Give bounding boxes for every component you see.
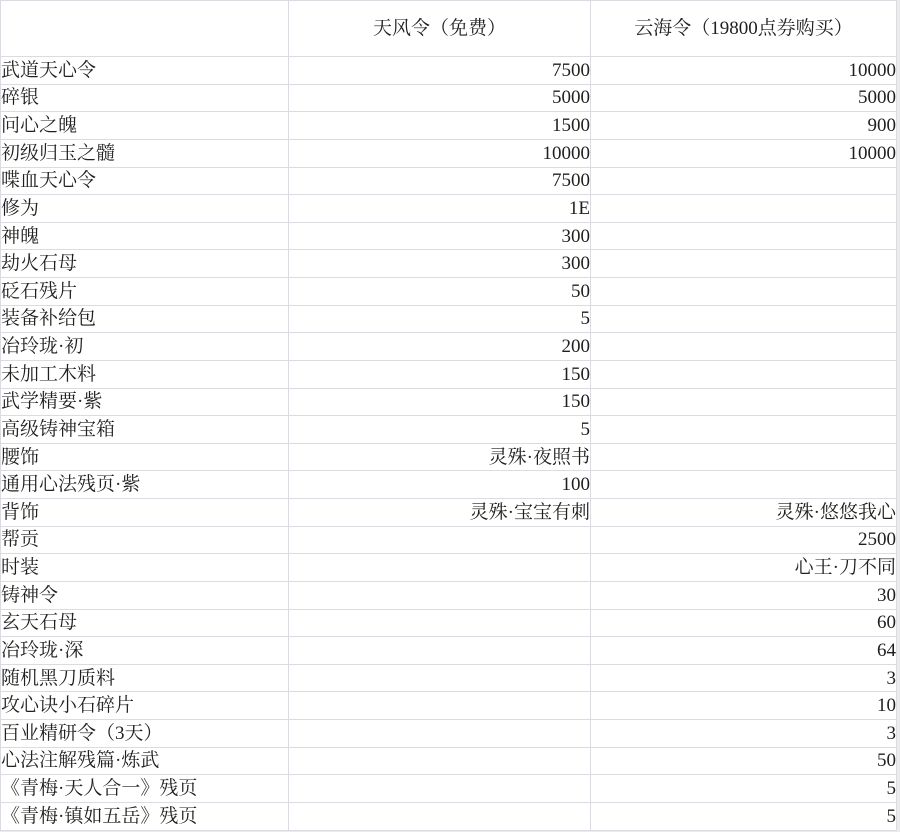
cell-item[interactable]: 百业精研令（3天）: [1, 720, 289, 748]
table-row: [1, 443, 897, 471]
cell-tianfeng[interactable]: 150: [289, 360, 591, 388]
table-row: [1, 609, 897, 637]
table-row: [1, 554, 897, 582]
cell-tianfeng[interactable]: 7500: [289, 57, 591, 85]
cell-item[interactable]: 未加工木料: [1, 360, 289, 388]
cell-item[interactable]: 劫火石母: [1, 250, 289, 278]
table-row: [1, 84, 897, 112]
table-row: [1, 775, 897, 803]
cell-item[interactable]: 初级归玉之髓: [1, 139, 289, 167]
cell-yunhai[interactable]: 灵殊·悠悠我心: [591, 499, 897, 527]
cell-yunhai[interactable]: [591, 222, 897, 250]
table-row: [1, 581, 897, 609]
table-row: [1, 250, 897, 278]
table-row: [1, 664, 897, 692]
cell-tianfeng[interactable]: 1500: [289, 112, 591, 140]
cell-yunhai[interactable]: 5000: [591, 84, 897, 112]
cell-item[interactable]: 装备补给包: [1, 305, 289, 333]
header-cell-item[interactable]: [1, 1, 289, 57]
cell-tianfeng[interactable]: [289, 720, 591, 748]
cell-tianfeng[interactable]: [289, 581, 591, 609]
cell-item[interactable]: 问心之魄: [1, 112, 289, 140]
cell-yunhai[interactable]: 10000: [591, 57, 897, 85]
table-body: [1, 57, 897, 831]
cell-yunhai[interactable]: [591, 167, 897, 195]
cell-item[interactable]: 砭石残片: [1, 278, 289, 306]
cell-tianfeng[interactable]: [289, 664, 591, 692]
cell-yunhai[interactable]: [591, 416, 897, 444]
cell-yunhai[interactable]: [591, 195, 897, 223]
cell-item[interactable]: 铸神令: [1, 581, 289, 609]
cell-tianfeng[interactable]: 1E: [289, 195, 591, 223]
table-row: [1, 692, 897, 720]
cell-yunhai[interactable]: 3: [591, 664, 897, 692]
table-row: [1, 720, 897, 748]
cell-tianfeng[interactable]: [289, 637, 591, 665]
cell-yunhai[interactable]: 10000: [591, 139, 897, 167]
header-cell-tianfeng[interactable]: 天风令（免费）: [289, 1, 591, 57]
cell-item[interactable]: 腰饰: [1, 443, 289, 471]
table-row: [1, 471, 897, 499]
table-row: [1, 747, 897, 775]
cell-yunhai[interactable]: [591, 305, 897, 333]
cell-yunhai[interactable]: 50: [591, 747, 897, 775]
table-row: [1, 526, 897, 554]
cell-yunhai[interactable]: [591, 278, 897, 306]
header-row: [1, 1, 897, 57]
cell-item[interactable]: 随机黑刀质料: [1, 664, 289, 692]
cell-tianfeng[interactable]: 灵殊·宝宝有刺: [289, 499, 591, 527]
table-row: [1, 195, 897, 223]
cell-yunhai[interactable]: [591, 333, 897, 361]
table-row: [1, 802, 897, 830]
cell-tianfeng[interactable]: [289, 526, 591, 554]
header-cell-yunhai[interactable]: 云海令（19800点券购买）: [591, 1, 897, 57]
cell-tianfeng[interactable]: [289, 747, 591, 775]
table-row: [1, 278, 897, 306]
table-row: [1, 416, 897, 444]
cell-yunhai[interactable]: [591, 388, 897, 416]
cell-tianfeng[interactable]: 10000: [289, 139, 591, 167]
cell-yunhai[interactable]: [591, 471, 897, 499]
cell-tianfeng[interactable]: 100: [289, 471, 591, 499]
table-row: [1, 333, 897, 361]
cell-item[interactable]: 修为: [1, 195, 289, 223]
cell-yunhai[interactable]: 10: [591, 692, 897, 720]
cell-item[interactable]: 神魄: [1, 222, 289, 250]
table-row: [1, 637, 897, 665]
cell-yunhai[interactable]: 5: [591, 802, 897, 830]
cell-tianfeng[interactable]: 50: [289, 278, 591, 306]
cell-tianfeng[interactable]: [289, 802, 591, 830]
cell-tianfeng[interactable]: 300: [289, 222, 591, 250]
table-row: [1, 167, 897, 195]
table-row: [1, 57, 897, 85]
cell-item[interactable]: 《青梅·天人合一》残页: [1, 775, 289, 803]
cell-tianfeng[interactable]: 200: [289, 333, 591, 361]
cell-yunhai[interactable]: [591, 360, 897, 388]
cell-item[interactable]: 帮贡: [1, 526, 289, 554]
cell-item[interactable]: 心法注解残篇·炼武: [1, 747, 289, 775]
cell-item[interactable]: 背饰: [1, 499, 289, 527]
cell-tianfeng[interactable]: 5000: [289, 84, 591, 112]
cell-item[interactable]: 高级铸神宝箱: [1, 416, 289, 444]
table-row: [1, 222, 897, 250]
table-row: [1, 139, 897, 167]
cell-tianfeng[interactable]: 5: [289, 305, 591, 333]
cell-item[interactable]: 碎银: [1, 84, 289, 112]
table-row: [1, 388, 897, 416]
cell-tianfeng[interactable]: [289, 775, 591, 803]
cell-tianfeng[interactable]: [289, 609, 591, 637]
cell-yunhai[interactable]: 2500: [591, 526, 897, 554]
cell-tianfeng[interactable]: [289, 554, 591, 582]
cell-tianfeng[interactable]: 灵殊·夜照书: [289, 443, 591, 471]
cell-tianfeng[interactable]: 7500: [289, 167, 591, 195]
cell-yunhai[interactable]: [591, 250, 897, 278]
cell-item[interactable]: 武道天心令: [1, 57, 289, 85]
table-row: [1, 499, 897, 527]
cell-yunhai[interactable]: 64: [591, 637, 897, 665]
cell-tianfeng[interactable]: 300: [289, 250, 591, 278]
cell-item[interactable]: 武学精要·紫: [1, 388, 289, 416]
table-row: [1, 305, 897, 333]
cell-yunhai[interactable]: 30: [591, 581, 897, 609]
cell-yunhai[interactable]: 60: [591, 609, 897, 637]
cell-tianfeng[interactable]: [289, 692, 591, 720]
cell-yunhai[interactable]: [591, 443, 897, 471]
table-row: [1, 112, 897, 140]
cell-item[interactable]: 冶玲珑·初: [1, 333, 289, 361]
cell-yunhai[interactable]: 900: [591, 112, 897, 140]
cell-item[interactable]: 《青梅·镇如五岳》残页: [1, 802, 289, 830]
cell-item[interactable]: 喋血天心令: [1, 167, 289, 195]
cell-tianfeng[interactable]: 5: [289, 416, 591, 444]
table-row: [1, 360, 897, 388]
cell-item[interactable]: 玄天石母: [1, 609, 289, 637]
cell-item[interactable]: 时装: [1, 554, 289, 582]
cell-yunhai[interactable]: 心王·刀不同: [591, 554, 897, 582]
cell-item[interactable]: 冶玲珑·深: [1, 637, 289, 665]
cell-yunhai[interactable]: 3: [591, 720, 897, 748]
cell-tianfeng[interactable]: 150: [289, 388, 591, 416]
cell-item[interactable]: 攻心诀小石碎片: [1, 692, 289, 720]
cell-yunhai[interactable]: 5: [591, 775, 897, 803]
cell-item[interactable]: 通用心法残页·紫: [1, 471, 289, 499]
